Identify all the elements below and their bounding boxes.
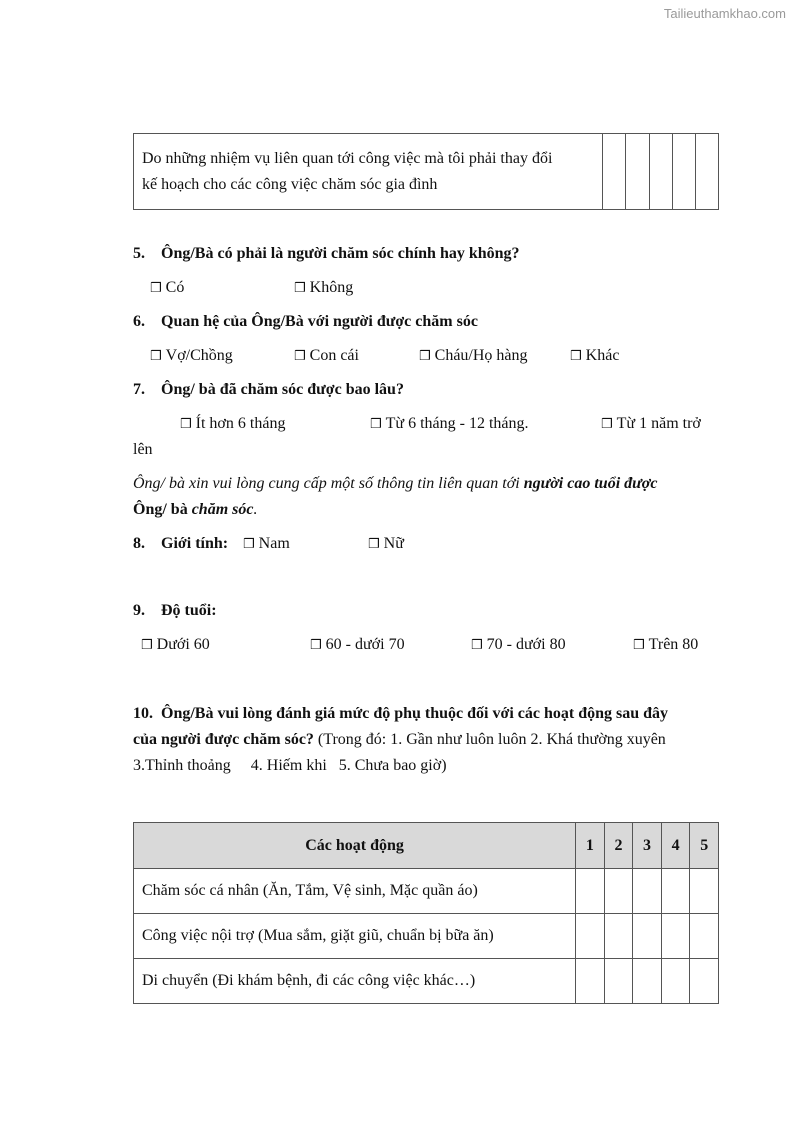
rating-cell[interactable] [604, 869, 633, 914]
question-number: 10. [133, 705, 153, 722]
table-row [134, 914, 719, 959]
rating-cell[interactable] [604, 914, 633, 959]
rating-cell-2[interactable] [626, 134, 649, 210]
rating-cell[interactable] [576, 959, 605, 1004]
table-row [134, 134, 719, 210]
checkbox-icon: ❒ [141, 638, 153, 653]
table-row [134, 869, 719, 914]
activity-label: Công việc nội trợ (Mua sắm, giặt giũ, chuẩn bị bữa ăn) [134, 914, 576, 959]
intro-line-2: Ông/ bà chăm sóc. [133, 501, 258, 518]
question-text: Ông/Bà có phải là người chăm sóc chính hay không? [161, 245, 520, 262]
activity-label: Di chuyển (Đi khám bệnh, đi các công việc khác…) [134, 959, 576, 1004]
question-number: 8. [133, 535, 145, 552]
option-chau-ho-hang[interactable]: ❒ Cháu/Họ hàng [419, 347, 528, 364]
option-over-80[interactable]: ❒ Trên 80 [633, 636, 699, 653]
option-nu[interactable]: ❒ Nữ [368, 535, 404, 552]
option-nam[interactable]: ❒ Nam [243, 535, 290, 552]
option-60-70[interactable]: ❒ 60 - dưới 70 [310, 636, 405, 653]
question-number: 5. [133, 245, 145, 262]
question-9 [133, 602, 217, 620]
header-scale-1: 1 [576, 823, 605, 869]
option-continuation: lên [133, 441, 153, 458]
question-text: Ông/Bà vui lòng đánh giá mức độ phụ thuộc đối với các hoạt động sau đây [161, 705, 669, 722]
rating-cell[interactable] [661, 959, 690, 1004]
checkbox-icon: ❒ [633, 638, 645, 653]
question-10 [133, 705, 668, 723]
checkbox-icon: ❒ [471, 638, 483, 653]
question-7 [133, 381, 404, 399]
checkbox-icon: ❒ [150, 281, 162, 296]
question-5 [133, 245, 520, 263]
question-10-line-2: của người được chăm sóc? (Trong đó: 1. Gần như luôn luôn 2. Khá thường xuyên [133, 731, 666, 748]
rating-cell[interactable] [633, 869, 662, 914]
table-row [134, 959, 719, 1004]
activity-rating-table [133, 822, 719, 1004]
checkbox-icon: ❒ [150, 349, 162, 364]
rating-cell-4[interactable] [672, 134, 695, 210]
question-text: Quan hệ của Ông/Bà với người được chăm sóc [161, 313, 478, 330]
option-con-cai[interactable]: ❒ Con cái [294, 347, 359, 364]
activity-label: Chăm sóc cá nhân (Ăn, Tắm, Vệ sinh, Mặc quần áo) [134, 869, 576, 914]
option-vo-chong[interactable]: ❒ Vợ/Chồng [150, 347, 233, 364]
checkbox-icon: ❒ [601, 417, 613, 432]
question-text: Độ tuổi: [161, 602, 217, 619]
header-scale-3: 3 [633, 823, 662, 869]
intro-line-1: Ông/ bà xin vui lòng cung cấp một số thông tin liên quan tới người cao tuổi được [133, 475, 658, 492]
header-activities: Các hoạt động [134, 823, 576, 869]
option-khong[interactable]: ❒ Không [294, 279, 354, 296]
rating-cell[interactable] [661, 869, 690, 914]
checkbox-icon: ❒ [243, 537, 255, 552]
top-rating-table [133, 133, 719, 210]
option-co[interactable]: ❒ Có [150, 279, 185, 296]
question-text: Ông/ bà đã chăm sóc được bao lâu? [161, 381, 404, 398]
option-over-1-year[interactable]: ❒ Từ 1 năm trở [601, 415, 701, 432]
rating-cell[interactable] [633, 914, 662, 959]
checkbox-icon: ❒ [310, 638, 322, 653]
question-8 [133, 535, 228, 553]
checkbox-icon: ❒ [294, 349, 306, 364]
option-70-80[interactable]: ❒ 70 - dưới 80 [471, 636, 566, 653]
rating-cell[interactable] [661, 914, 690, 959]
rating-cell[interactable] [690, 869, 719, 914]
question-10-line-3: 3.Thỉnh thoảng 4. Hiếm khi 5. Chưa bao giờ) [133, 757, 447, 774]
table-header-row [134, 823, 719, 869]
question-number: 7. [133, 381, 145, 398]
watermark: Tailieuthamkhao.com [663, 6, 786, 21]
statement-line-2: kế hoạch cho các công việc chăm sóc gia đình [142, 175, 438, 193]
question-number: 6. [133, 313, 145, 330]
rating-cell[interactable] [604, 959, 633, 1004]
checkbox-icon: ❒ [368, 537, 380, 552]
statement-line-1: Do những nhiệm vụ liên quan tới công việc mà tôi phải thay đổi [142, 149, 553, 167]
header-scale-5: 5 [690, 823, 719, 869]
option-under-60[interactable]: ❒ Dưới 60 [141, 636, 210, 653]
checkbox-icon: ❒ [370, 417, 382, 432]
checkbox-icon: ❒ [180, 417, 192, 432]
question-number: 9. [133, 602, 145, 619]
rating-cell-3[interactable] [649, 134, 672, 210]
checkbox-icon: ❒ [294, 281, 306, 296]
rating-cell[interactable] [690, 959, 719, 1004]
rating-cell[interactable] [690, 914, 719, 959]
statement-cell [134, 134, 603, 210]
rating-cell-5[interactable] [695, 134, 718, 210]
header-scale-4: 4 [661, 823, 690, 869]
checkbox-icon: ❒ [419, 349, 431, 364]
option-under-6-months[interactable]: ❒ Ít hơn 6 tháng [180, 415, 286, 432]
option-khac[interactable]: ❒ Khác [570, 347, 620, 364]
rating-cell[interactable] [576, 869, 605, 914]
question-6 [133, 313, 478, 331]
rating-cell[interactable] [576, 914, 605, 959]
rating-cell[interactable] [633, 959, 662, 1004]
checkbox-icon: ❒ [570, 349, 582, 364]
question-text: Giới tính: [161, 535, 229, 552]
header-scale-2: 2 [604, 823, 633, 869]
option-6-12-months[interactable]: ❒ Từ 6 tháng - 12 tháng. [370, 415, 529, 432]
rating-cell-1[interactable] [603, 134, 626, 210]
